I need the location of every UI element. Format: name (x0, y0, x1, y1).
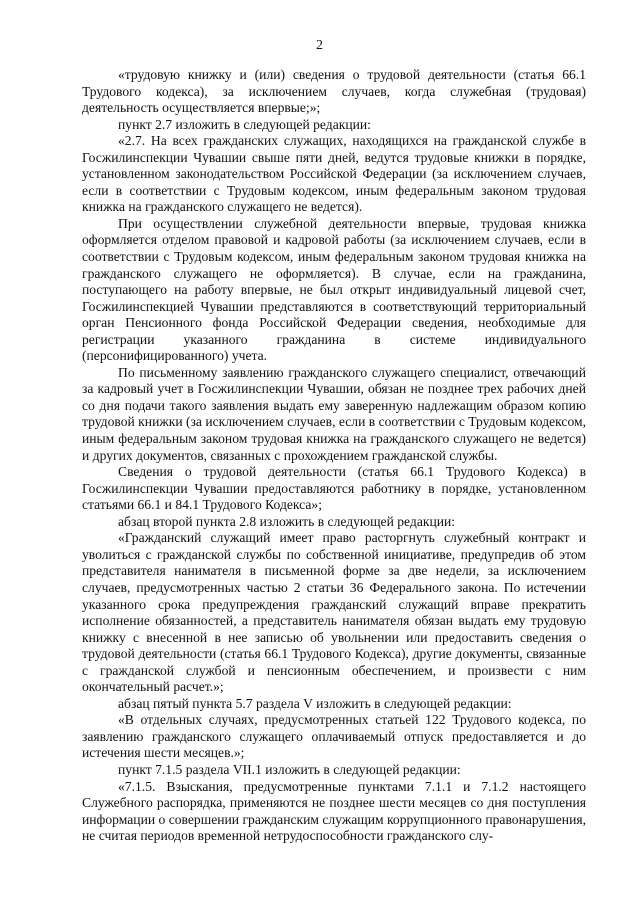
paragraph: «трудовую книжку и (или) сведения о трудовой деятельности (статья 66.1 Трудового кодекса), за исключением случаев, когда служебная (трудовая) деятельность осуществляется впервые;»; (82, 67, 586, 116)
paragraph: По письменному заявлению гражданского служащего специалист, отвечающий за кадровый учет в Госжилинспекции Чувашии, обязан не позднее трех рабочих дней со дня подачи такого заявления выдать ему заверенную надлежащим образом копию трудовой книжки (за исключением случаев, если в соответствии с Трудовым кодексом, иным федеральным законом трудовая книжка на гражданского служащего не ведется) и других документов, связанных с прохождением гражданской службы. (82, 364, 586, 463)
paragraph: Сведения о трудовой деятельности (статья 66.1 Трудового Кодекса) в Госжилинспекции Чувашии предоставляются работнику в порядке, установленном статьями 66.1 и 84.1 Трудового Кодекса»; (82, 464, 586, 513)
paragraph: «В отдельных случаях, предусмотренных статьей 122 Трудового кодекса, по заявлению гражданского служащего оплачиваемый отпуск предоставляется и до истечения шести месяцев.»; (82, 712, 586, 761)
page-number: 2 (316, 38, 323, 53)
paragraph: «7.1.5. Взыскания, предусмотренные пунктами 7.1.1 и 7.1.2 настоящего Служебного распорядка, применяются не позднее шести месяцев со дня поступления информации о совершении гражданским служащим коррупционного правонарушения, не считая периодов временной нетрудоспособности гражданского слу- (82, 778, 586, 844)
paragraph: абзац пятый пункта 5.7 раздела V изложить в следующей редакции: (118, 695, 512, 711)
paragraph: «Гражданский служащий имеет право расторгнуть служебный контракт и уволиться с гражданской службы по собственной инициативе, предупредив об этом представителя нанимателя в письменной форме за две недели, за исключением случаев, предусмотренных частью 2 статьи 36 Федерального закона. По истечении указанного срока предупреждения гражданский служащий вправе прекратить исполнение обязанностей, а представитель нанимателя обязан выдать ему трудовую книжку с внесенной в нее записью об увольнении или предоставить сведения о трудовой деятельности (статья 66.1 Трудового Кодекса), другие документы, связанные с гражданской службой и пенсионным обеспечением, и произвести с ним окончательный расчет.»; (82, 530, 586, 695)
paragraph: «2.7. На всех гражданских служащих, находящихся на гражданской службе в Госжилинспекции Чувашии свыше пяти дней, ведутся трудовые книжки в порядке, установленном законодательством Российской Федерации (за исключением случаев, если в соответствии с Трудовым кодексом, иным федеральным законом трудовая книжка на гражданского служащего не ведется). (82, 133, 586, 215)
paragraph: пункт 7.1.5 раздела VII.1 изложить в следующей редакции: (118, 761, 461, 777)
paragraph: абзац второй пункта 2.8 изложить в следующей редакции: (118, 513, 456, 529)
paragraph: пункт 2.7 изложить в следующей редакции: (118, 116, 371, 132)
document-body (82, 67, 586, 845)
paragraph: При осуществлении служебной деятельности впервые, трудовая книжка оформляется отделом правовой и кадровой работы (за исключением случаев, если в соответствии с Трудовым кодексом, иным федеральным законом трудовая книжка на гражданского служащего не оформляется). В случае, если на гражданина, поступающего на работу впервые, не был открыт индивидуальный лицевой счет, Госжилинспекцией Чувашии представляются в соответствующий территориальный орган Пенсионного фонда Российской Федерации сведения, необходимые для регистрации указанного гражданина в системе индивидуального (персонифицированного) учета. (82, 215, 586, 364)
